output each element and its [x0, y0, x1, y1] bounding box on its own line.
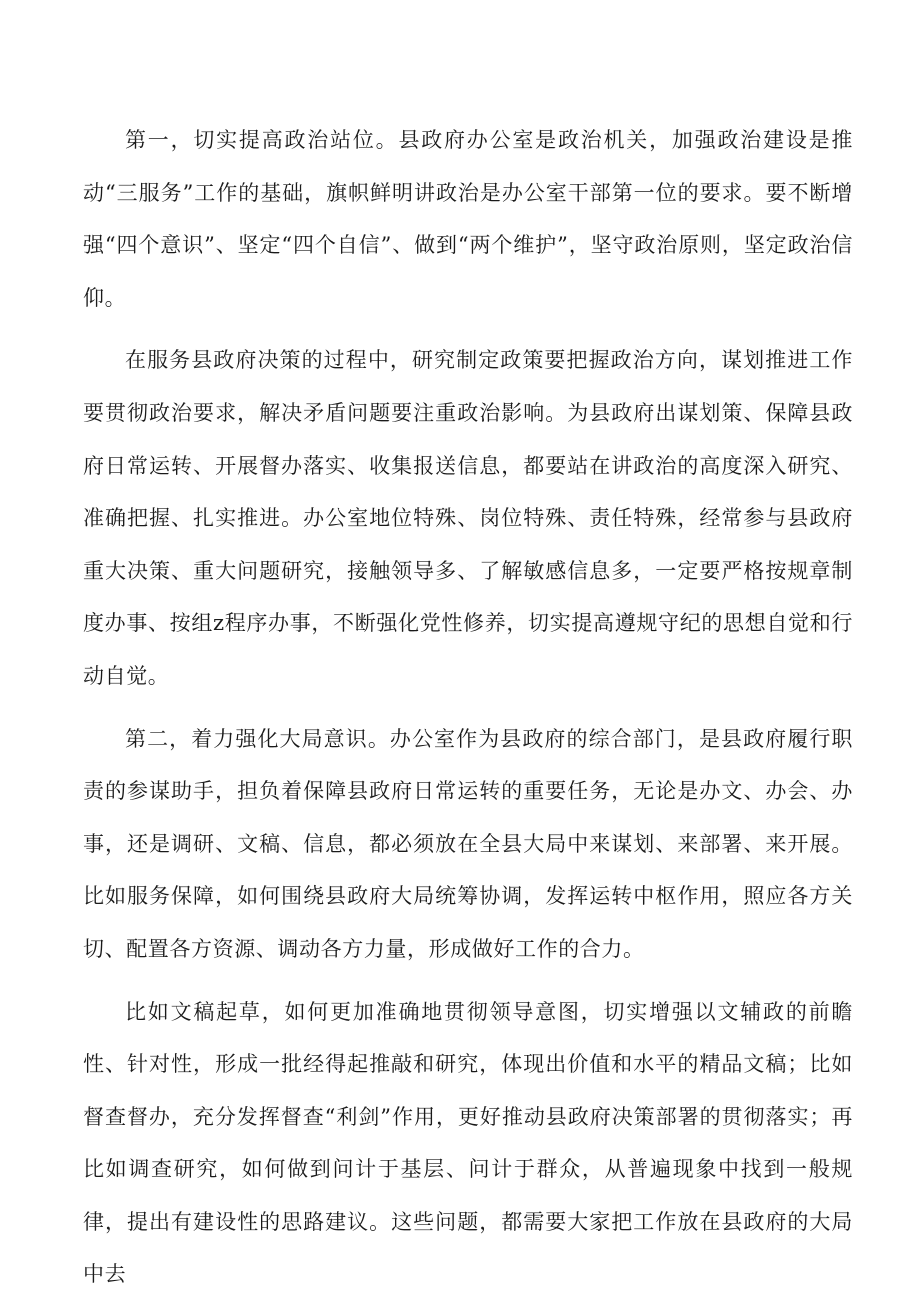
paragraph-overall-awareness: 第二，着力强化大局意识。办公室作为县政府的综合部门，是县政府履行职责的参谋助手，担负着保障县政府日常运转的重要任务，无论是办文、办会、办事，还是调研、文稿、信息，都必须放在全县大局中来谋划、来部署、来开展。比如服务保障，如何围绕县政府大局统筹协调，发挥运转中枢作用，照应各方关切、配置各方资源、调动各方力量，形成做好工作的合力。 [83, 726, 853, 961]
paragraph-drafting-examples: 比如文稿起草，如何更加准确地贯彻领导意图，切实增强以文辅政的前瞻性、针对性，形成一批经得起推敲和研究，体现出价值和水平的精品文稿；比如督查督办，充分发挥督查“利剑”作用，更好推动县政府决策部署的贯彻落实；再比如调查研究，如何做到问计于基层、问计于群众，从普遍现象中找到一般规律，提出有建设性的思路建议。这些问题，都需要大家把工作放在县政府的大局中去 [83, 999, 853, 1287]
paragraph-political-stance: 第一，切实提高政治站位。县政府办公室是政治机关，加强政治建设是推动“三服务”工作的基础，旗帜鲜明讲政治是办公室干部第一位的要求。要不断增强“四个意识”、坚定“四个自信”、做到“两个维护”，坚守政治原则，坚定政治信仰。 [83, 128, 853, 310]
paragraph-decision-service: 在服务县政府决策的过程中，研究制定政策要把握政治方向，谋划推进工作要贯彻政治要求，解决矛盾问题要注重政治影响。为县政府出谋划策、保障县政府日常运转、开展督办落实、收集报送信息，都要站在讲政治的高度深入研究、准确把握、扎实推进。办公室地位特殊、岗位特殊、责任特殊，经常参与县政府重大决策、重大问题研究，接触领导多、了解敏感信息多，一定要严格按规章制度办事、按组z程序办事，不断强化党性修养，切实提高遵规守纪的思想自觉和行动自觉。 [83, 348, 853, 688]
document-body [83, 114, 853, 1301]
